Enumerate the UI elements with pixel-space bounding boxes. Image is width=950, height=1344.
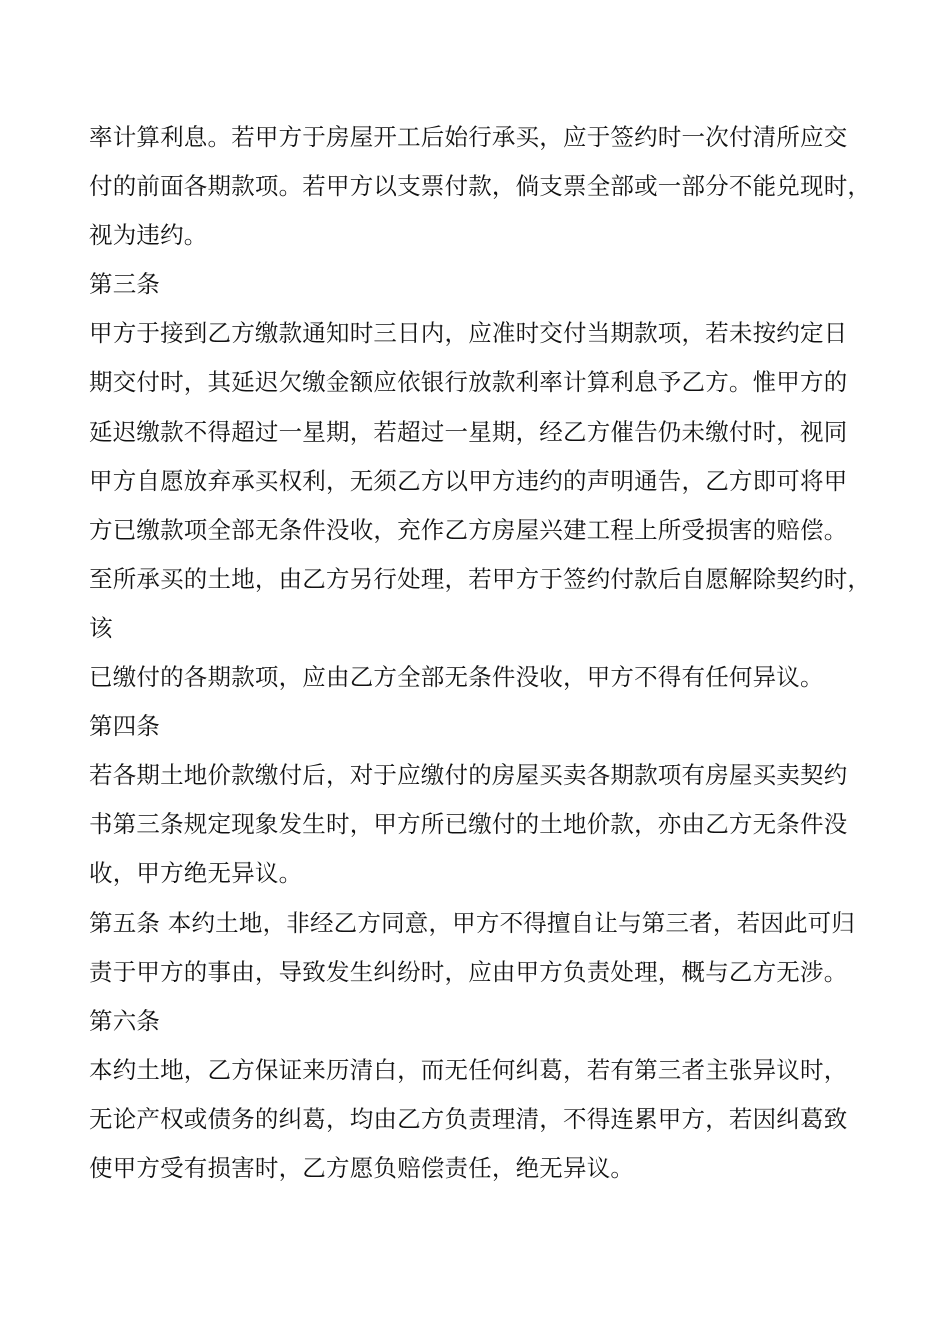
document-body xyxy=(89,113,889,1193)
text-line: 甲方于接到乙方缴款通知时三日内，应准时交付当期款项，若未按约定日 xyxy=(89,319,848,348)
text-line: 若各期土地价款缴付后，对于应缴付的房屋买卖各期款项有房屋买卖契约 xyxy=(89,761,848,790)
text-line: 本约土地，乙方保证来历清白，而无任何纠葛，若有第三者主张异议时， xyxy=(89,1055,848,1084)
text-line: 该 xyxy=(89,613,113,642)
text-line: 期交付时，其延迟欠缴金额应依银行放款利率计算利息予乙方。惟甲方的 xyxy=(89,368,848,397)
text-line: 至所承买的土地，由乙方另行处理，若甲方于签约付款后自愿解除契约时， xyxy=(89,564,872,593)
text-line: 率计算利息。若甲方于房屋开工后始行承买，应于签约时一次付清所应交 xyxy=(89,123,848,151)
text-line: 使甲方受有损害时，乙方愿负赔偿责任，绝无异议。 xyxy=(89,1153,635,1182)
text-line: 付的前面各期款项。若甲方以支票付款，倘支票全部或一部分不能兑现时， xyxy=(89,172,872,201)
article-heading: 第三条 xyxy=(89,270,161,299)
article-heading: 第五条 本约土地，非经乙方同意，甲方不得擅自让与第三者，若因此可归 xyxy=(89,908,856,937)
article-heading: 第六条 xyxy=(89,1006,161,1035)
text-line: 甲方自愿放弃承买权利，无须乙方以甲方违约的声明通告，乙方即可将甲 xyxy=(89,466,848,495)
text-line: 责于甲方的事由，导致发生纠纷时，应由甲方负责处理，概与乙方无涉。 xyxy=(89,957,848,986)
text-line: 延迟缴款不得超过一星期，若超过一星期，经乙方催告仍未缴付时，视同 xyxy=(89,417,848,446)
text-line: 无论产权或债务的纠葛，均由乙方负责理清，不得连累甲方，若因纠葛致 xyxy=(89,1104,848,1133)
text-line: 方已缴款项全部无条件没收，充作乙方房屋兴建工程上所受损害的赔偿。 xyxy=(89,515,848,544)
text-line: 收，甲方绝无异议。 xyxy=(89,859,303,888)
text-line: 已缴付的各期款项，应由乙方全部无条件没收，甲方不得有任何异议。 xyxy=(89,663,824,692)
text-line: 视为违约。 xyxy=(89,221,208,250)
article-heading: 第四条 xyxy=(89,712,161,741)
text-line: 书第三条规定现象发生时，甲方所已缴付的土地价款，亦由乙方无条件没 xyxy=(89,810,848,839)
